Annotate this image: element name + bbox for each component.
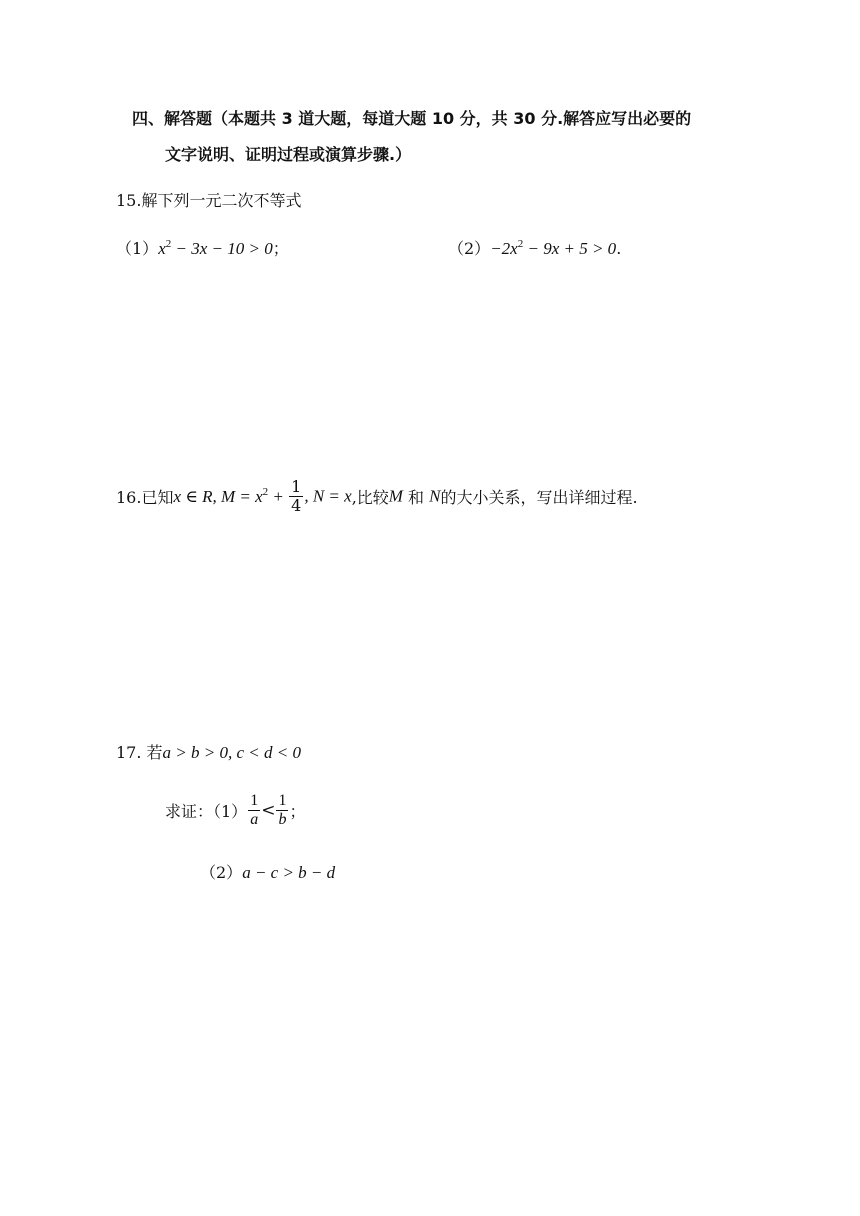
q15-stem: 15.解下列一元二次不等式: [116, 191, 302, 210]
section-title-line2: 文字说明、证明过程或演算步骤.）: [165, 145, 412, 164]
q16-fraction: $\frac{1}{4}$: [291, 477, 302, 515]
section-title-line1: 四、解答题（本题共 3 道大题，每道大题 10 分，共 30 分.解答应写出必要的: [132, 109, 692, 128]
q17-condition: a > b > 0, c < d < 0: [162, 743, 301, 762]
q15-part2-label: （2）: [448, 239, 491, 258]
q16-m-var: M: [388, 486, 403, 506]
q16-prefix: 16.已知: [116, 488, 174, 507]
q17-line: [116, 740, 301, 763]
q16-line: [116, 478, 638, 515]
q17-part1-end: ；: [289, 802, 306, 821]
q17-part2-label: （2）: [200, 863, 243, 882]
q15-part1-label: （1）: [116, 239, 159, 258]
q16-n-def: , N = x: [304, 486, 352, 506]
q17-prove-label: 求证：（1）: [165, 802, 248, 821]
q17-frac1: $\frac{1}{a}$: [250, 792, 259, 828]
q15-part2: [448, 236, 621, 259]
q16-condition: x ∈ R, $M = x^2$ +: [173, 485, 289, 506]
q16-suffix: 的大小关系，写出详细过程.: [440, 488, 638, 507]
q16-mid1: ,比较: [351, 488, 389, 507]
q17-part1: [165, 792, 305, 829]
q16-n-var: N: [429, 486, 441, 506]
q15-part1-end: ；: [272, 239, 289, 258]
q17-frac2: $\frac{1}{b}$: [278, 792, 287, 828]
q15-part1-expr: $x^2 - 3x - 10 > 0$: [158, 238, 273, 258]
q17-part2: [200, 860, 335, 883]
q15-part2-expr: $-2x^2 - 9x + 5 > 0$: [490, 238, 617, 258]
q17-lt: <: [261, 800, 276, 821]
q15-part1: [116, 236, 289, 259]
q17-part2-expr: a − c > b − d: [242, 863, 336, 882]
q17-label: 17. 若: [116, 743, 163, 762]
q16-mid2: 和: [402, 488, 430, 507]
q15-part2-end: .: [616, 239, 622, 258]
